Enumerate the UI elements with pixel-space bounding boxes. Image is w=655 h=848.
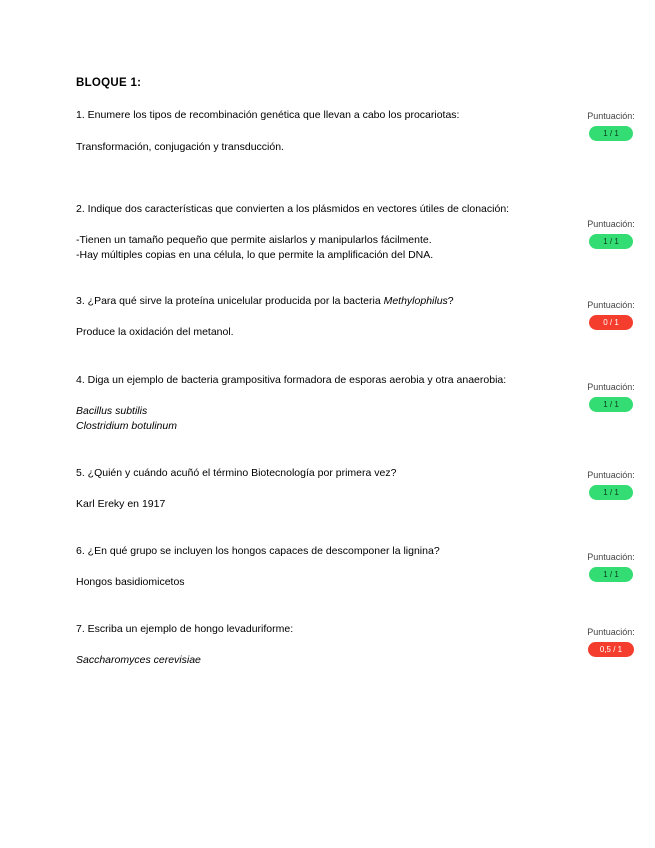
score-label: Puntuación: xyxy=(587,382,635,392)
answer xyxy=(76,325,576,340)
question-7 xyxy=(76,622,576,668)
question-1 xyxy=(76,108,576,155)
question-4 xyxy=(76,373,576,434)
answer-line: -Hay múltiples copias en una célula, lo que permite la amplificación del DNA. xyxy=(76,249,434,261)
score-badge: 0,5 / 1 xyxy=(588,642,634,657)
question-text-italic: Methylophilus xyxy=(383,295,448,307)
question-text: 7. Escriba un ejemplo de hongo levaduriforme: xyxy=(76,623,294,635)
question-text-part: 3. ¿Para qué sirve la proteína unicelular producida por la bacteria xyxy=(76,295,384,307)
question-text: 1. Enumere los tipos de recombinación genética que llevan a cabo los procariotas: xyxy=(76,109,460,121)
question-text-part: ? xyxy=(447,295,454,307)
score-label: Puntuación: xyxy=(587,552,635,562)
score-1 xyxy=(580,111,642,141)
score-6 xyxy=(580,552,642,582)
score-label: Puntuación: xyxy=(587,219,635,229)
answer-line: -Tienen un tamaño pequeño que permite aislarlos y manipularlos fácilmente. xyxy=(76,234,432,246)
score-3 xyxy=(580,300,642,330)
answer xyxy=(76,233,596,263)
score-label: Puntuación: xyxy=(587,627,635,637)
answer-line: Bacillus subtilis xyxy=(76,405,148,417)
answer-line: Transformación, conjugación y transducción. xyxy=(76,141,284,153)
answer xyxy=(76,140,576,155)
answer-line: Hongos basidiomicetos xyxy=(76,576,185,588)
question-text xyxy=(76,294,576,309)
score-badge: 1 / 1 xyxy=(589,234,633,249)
answer xyxy=(76,404,576,434)
score-badge: 0 / 1 xyxy=(589,315,633,330)
score-7 xyxy=(580,627,642,657)
score-2 xyxy=(580,219,642,249)
score-badge: 1 / 1 xyxy=(589,397,633,412)
answer-line: Clostridium botulinum xyxy=(76,420,177,432)
answer xyxy=(76,575,576,590)
question-text: 2. Indique dos características que convierten a los plásmidos en vectores útiles de clonación: xyxy=(76,203,510,215)
question-text: 6. ¿En qué grupo se incluyen los hongos capaces de descomponer la lignina? xyxy=(76,545,440,557)
question-3 xyxy=(76,294,576,340)
score-5 xyxy=(580,470,642,500)
block-title: BLOQUE 1: xyxy=(76,77,142,89)
score-label: Puntuación: xyxy=(587,111,635,121)
answer xyxy=(76,653,576,668)
score-badge: 1 / 1 xyxy=(589,485,633,500)
question-5 xyxy=(76,466,576,512)
question-6 xyxy=(76,544,576,590)
score-badge: 1 / 1 xyxy=(589,126,633,141)
score-4 xyxy=(580,382,642,412)
question-2 xyxy=(76,202,596,263)
answer-line: Karl Ereky en 1917 xyxy=(76,498,166,510)
answer-line: Saccharomyces cerevisiae xyxy=(76,654,201,666)
answer xyxy=(76,497,576,512)
score-label: Puntuación: xyxy=(587,300,635,310)
score-badge: 1 / 1 xyxy=(589,567,633,582)
answer-line: Produce la oxidación del metanol. xyxy=(76,326,234,338)
question-text: 4. Diga un ejemplo de bacteria grampositiva formadora de esporas aerobia y otra anaerobia: xyxy=(76,374,507,386)
score-label: Puntuación: xyxy=(587,470,635,480)
question-text: 5. ¿Quién y cuándo acuñó el término Biotecnología por primera vez? xyxy=(76,467,397,479)
